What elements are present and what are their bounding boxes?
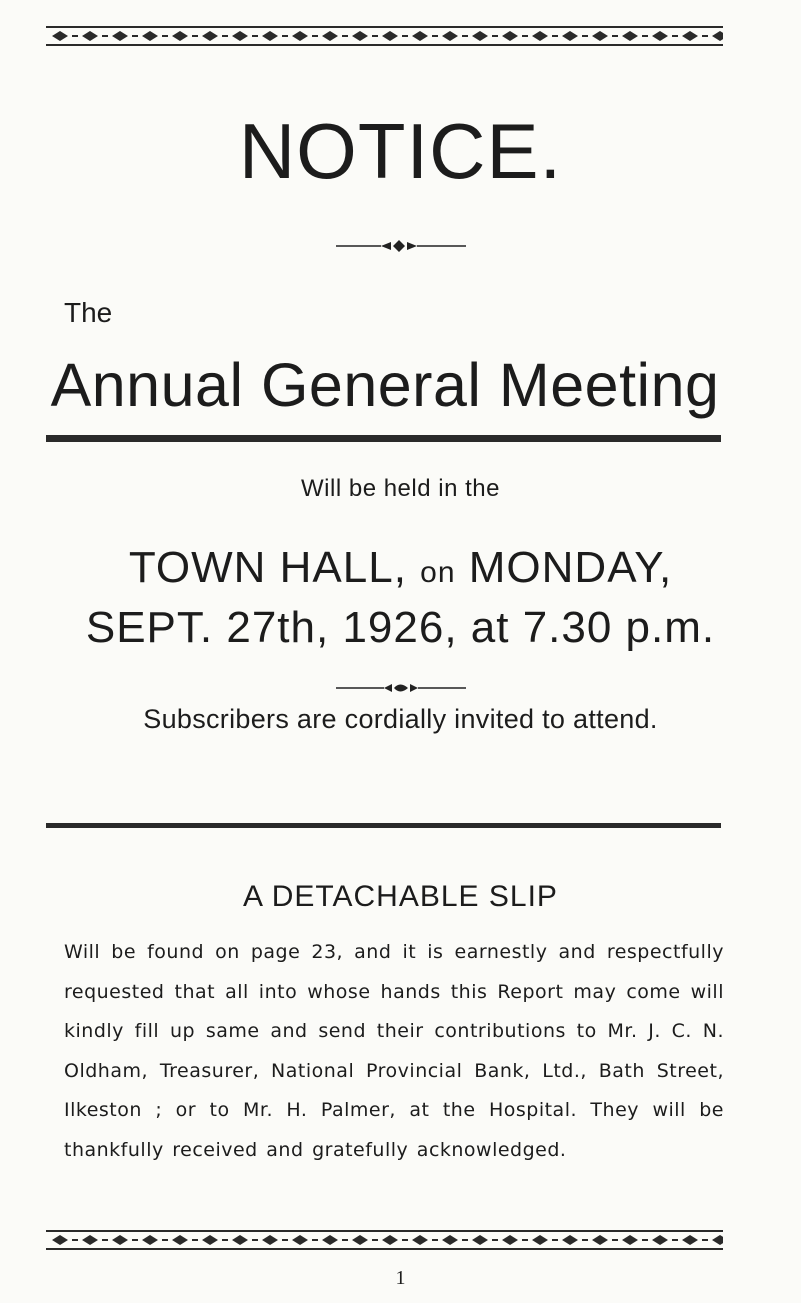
border-dash bbox=[132, 1239, 138, 1241]
border-dash bbox=[702, 35, 708, 37]
border-motif bbox=[232, 31, 248, 41]
border-dash bbox=[252, 1239, 258, 1241]
border-dash bbox=[642, 35, 648, 37]
date-line: SEPT. 27th, 1926, at 7.30 p.m. bbox=[85, 603, 716, 652]
border-dash bbox=[102, 35, 108, 37]
border-dash bbox=[702, 1239, 708, 1241]
border-dash bbox=[72, 35, 78, 37]
border-motif bbox=[442, 1235, 458, 1245]
meeting-heading: Annual General Meeting bbox=[50, 351, 720, 419]
border-motif bbox=[112, 1235, 128, 1245]
border-dash bbox=[252, 35, 258, 37]
border-dash bbox=[672, 1239, 678, 1241]
border-dash bbox=[642, 1239, 648, 1241]
border-dash bbox=[522, 35, 528, 37]
decorative-border-top bbox=[46, 24, 723, 48]
border-dash bbox=[342, 1239, 348, 1241]
page-number: 1 bbox=[395, 1267, 406, 1289]
border-motif bbox=[712, 31, 723, 41]
border-motif bbox=[562, 31, 578, 41]
border-dash bbox=[372, 1239, 378, 1241]
border-dash bbox=[672, 35, 678, 37]
border-motif bbox=[112, 31, 128, 41]
border-dash bbox=[552, 1239, 558, 1241]
border-dash bbox=[162, 35, 168, 37]
border-dash bbox=[162, 1239, 168, 1241]
border-motif bbox=[322, 1235, 338, 1245]
border-motif bbox=[202, 31, 218, 41]
border-dash bbox=[582, 35, 588, 37]
border-dash bbox=[282, 1239, 288, 1241]
venue-part1: TOWN HALL, bbox=[128, 543, 421, 592]
border-dash bbox=[552, 35, 558, 37]
border-motif bbox=[682, 1235, 698, 1245]
border-motif bbox=[172, 1235, 188, 1245]
border-motif bbox=[592, 31, 608, 41]
border-motif bbox=[472, 31, 488, 41]
border-motif bbox=[352, 31, 368, 41]
border-motif bbox=[172, 31, 188, 41]
border-dash bbox=[402, 1239, 408, 1241]
border-motif bbox=[472, 1235, 488, 1245]
venue-on: on bbox=[420, 556, 456, 589]
border-dash bbox=[282, 35, 288, 37]
border-motif bbox=[202, 1235, 218, 1245]
border-dash bbox=[612, 1239, 618, 1241]
venue-line bbox=[0, 543, 801, 592]
border-dash bbox=[312, 1239, 318, 1241]
border-dash bbox=[192, 1239, 198, 1241]
border-motif bbox=[382, 1235, 398, 1245]
border-dash bbox=[462, 1239, 468, 1241]
border-dash bbox=[222, 35, 228, 37]
the-label: The bbox=[64, 297, 113, 328]
border-motif bbox=[292, 1235, 308, 1245]
border-motif bbox=[412, 31, 428, 41]
venue-part2: MONDAY, bbox=[455, 543, 673, 592]
border-motif bbox=[52, 1235, 68, 1245]
border-dash bbox=[372, 35, 378, 37]
border-dash bbox=[192, 35, 198, 37]
border-motif bbox=[292, 31, 308, 41]
border-dash bbox=[432, 1239, 438, 1241]
border-motif bbox=[442, 31, 458, 41]
border-motif bbox=[82, 31, 98, 41]
border-motif bbox=[532, 1235, 548, 1245]
border-motif bbox=[232, 1235, 248, 1245]
border-motif bbox=[652, 31, 668, 41]
border-dash bbox=[222, 1239, 228, 1241]
border-motif bbox=[622, 31, 638, 41]
border-dash bbox=[342, 35, 348, 37]
border-motif bbox=[52, 31, 68, 41]
border-motif bbox=[652, 1235, 668, 1245]
border-motif bbox=[712, 1235, 723, 1245]
border-motif bbox=[622, 1235, 638, 1245]
border-motif bbox=[262, 1235, 278, 1245]
border-dash bbox=[432, 35, 438, 37]
border-dash bbox=[582, 1239, 588, 1241]
border-dash bbox=[522, 1239, 528, 1241]
border-motif bbox=[262, 31, 278, 41]
border-motif bbox=[142, 1235, 158, 1245]
ornament-divider bbox=[0, 238, 801, 254]
border-motif bbox=[682, 31, 698, 41]
invitation-text: Subscribers are cordially invited to attend. bbox=[143, 704, 658, 734]
border-motif bbox=[502, 1235, 518, 1245]
notice-title: NOTICE. bbox=[238, 107, 563, 195]
border-motif bbox=[562, 1235, 578, 1245]
held-text: Will be held in the bbox=[301, 475, 500, 502]
decorative-border-bottom bbox=[46, 1228, 723, 1252]
border-dash bbox=[402, 35, 408, 37]
border-dash bbox=[492, 35, 498, 37]
border-motif bbox=[412, 1235, 428, 1245]
border-dash bbox=[312, 35, 318, 37]
border-motif bbox=[502, 31, 518, 41]
border-dash bbox=[102, 1239, 108, 1241]
border-motif bbox=[382, 31, 398, 41]
slip-paragraph: Will be found on page 23, and it is earnestly and respectfully requested that all into whose hands this Report may come will kindly fill up same and send their contributions to Mr. J. C. N. Oldham, Treasurer, National Provincial Bank, Ltd., Bath Street, Ilkeston ; or to Mr. H. Palmer, at the Hospital. They will be thankfully received and gratefully acknowledged. bbox=[64, 941, 724, 1161]
border-motif bbox=[142, 31, 158, 41]
section-rule bbox=[46, 823, 721, 828]
border-dash bbox=[462, 35, 468, 37]
slip-title: A DETACHABLE SLIP bbox=[243, 880, 558, 913]
border-motif bbox=[592, 1235, 608, 1245]
ornament-divider-2 bbox=[0, 680, 801, 696]
heading-rule bbox=[46, 435, 721, 442]
border-motif bbox=[352, 1235, 368, 1245]
border-dash bbox=[72, 1239, 78, 1241]
border-motif bbox=[322, 31, 338, 41]
border-motif bbox=[532, 31, 548, 41]
border-dash bbox=[612, 35, 618, 37]
border-dash bbox=[492, 1239, 498, 1241]
border-motif bbox=[82, 1235, 98, 1245]
border-dash bbox=[132, 35, 138, 37]
